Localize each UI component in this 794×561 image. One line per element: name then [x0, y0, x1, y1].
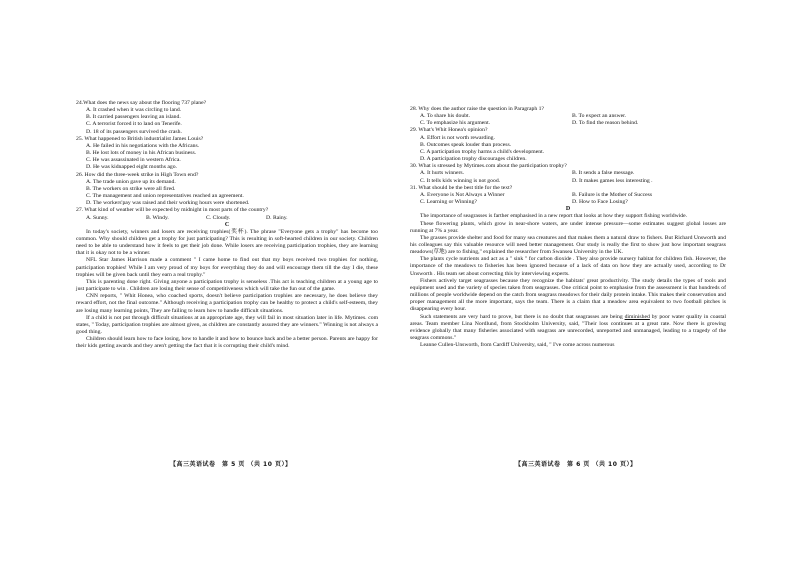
paragraph: Leanne Cullen-Unsworth, from Cardiff University, said, " I've come across numerous [420, 342, 615, 349]
right-column [410, 106, 726, 349]
question-stem: 31. What should be the best title for the text? [410, 184, 513, 191]
underlined-word: diminished [624, 313, 650, 320]
option-a: A. Everyone is Not Always a Winner [420, 191, 505, 198]
question-25 [76, 136, 378, 172]
option-c: C. A terrorist forced it to land on Tenerife. [86, 121, 182, 128]
option-a: A. It hurts winners. [420, 170, 465, 177]
option-b: B. Outcomes speak louder than process. [420, 141, 512, 148]
option-b: B. To expect an answer. [572, 113, 627, 120]
question-31 [410, 185, 726, 206]
paragraph: If a child is not put through difficult situations at an appropriate age, they will fail in most situation later in life. Mytimes. com states, " Today, participation trophies are almost given, as children are constantly assured they are winners." Winning is not always a good thing. [76, 314, 378, 335]
options-row [420, 178, 726, 185]
option-d: D. To find the reason behind. [572, 120, 639, 127]
left-column [76, 100, 378, 350]
question-28 [410, 106, 726, 127]
paragraph [410, 314, 726, 343]
option-b: B. He lost lots of money in his African business. [86, 150, 197, 157]
paragraph: CNN reports, " Whit Honea, who coached sports, doesn't believe participation trophies are necessary, he does believe they reward effort, not the final outcome." Although receiving a participation trophy can be healthy to protect a child's self-esteem, they are losing many learning points, They are failing to learn how to handle difficult situations. [76, 293, 378, 314]
section-heading-d: D [565, 206, 571, 213]
question-stem: 27. What kind of weather will be expected by midnight in most parts of the country? [76, 207, 269, 214]
paragraph: This is parenting done right. Giving anyone a participation trophy is senseless .This act is teaching children at a young age to just participate to win . Children are losing their sense of competitiveness which will take the fun out of the game. [76, 278, 378, 293]
option-a: A. He failed in his negotiations with the Africans. [86, 142, 200, 149]
page-footer-left: 【高三英语试卷 第 5 页 （共 10 页）】 [170, 461, 292, 468]
option-d: D. It makes games less interesting . [572, 177, 653, 184]
paragraph: Fishers actively target seagrasses because they recognize the habitats' great productivity. The study details the types of tools and equipment used and the variety of species taken from seagrasses. One critical point to emphasise from the assessment is that hundreds of millions of people worldwide depend on the catch from seagrass meadows for their daily protein intake. This makes their conservation and proper management all the more important, says the team. There is a claim that a meadow area equivalent to two football pitches is disappearing every hour. [410, 277, 726, 313]
paragraph: In today's society, winners and losers are receiving trophies(奖杯). The phrase "Everyone gets a trophy" has become too common. Why should children get a trophy for just participating? This is resulting in soft-hearted children in our society. Children need to be able to understand how it feels to get their job done. While losers are receiving participation trophies, they are learning that it is okay not to be a winner. [76, 228, 378, 257]
option-c: C. He was assassinated in western Africa. [86, 157, 181, 164]
question-29 [410, 127, 726, 163]
question-stem: 25. What happened to British industrialist James Louis? [76, 135, 204, 142]
question-stem: 30. What is stressed by Mytimes.com about the participation trophy? [410, 163, 567, 170]
page-footer-right: 【高三英语试卷 第 6 页 （共 10 页）】 [515, 461, 637, 468]
option-b: B. Windy. [146, 214, 169, 221]
question-26 [76, 172, 378, 208]
question-stem: 24.What does the news say about the flooring 737 plane? [76, 100, 207, 106]
question-stem: 29. What's Whit Honea's opinion? [410, 127, 488, 134]
option-c: C. A participation trophy harms a child's development. [420, 148, 545, 155]
option-b: B. It carried passengers leaving an island. [86, 114, 181, 121]
paragraph: The importance of seagrasses is farther emphasised in a new report that looks at how they support fishing worldwide. [420, 213, 688, 220]
options-row [420, 199, 726, 206]
option-d: D. Rainy. [266, 214, 288, 221]
question-stem: 28. Why does the author raise the question in Paragraph 1? [410, 106, 544, 112]
paragraph: NFL Star James Harrison made a comment " I came home to find out that my boys received two trophies for nothing, participation trophies! While I am very proud of my boys for everything they do and will encourage them till the day I die, these trophies will be given back until they earn a real trophy." [76, 257, 378, 278]
question-27 [76, 207, 378, 221]
option-b: B. Failure is the Mother of Success [572, 191, 653, 198]
option-c: C. Cloudy. [206, 214, 231, 221]
option-b: B. The workers on strike were all fired. [86, 185, 176, 192]
option-a: A. Effort is not worth rewarding. [420, 134, 495, 141]
question-stem: 26. How did the three-week strike in High Town end? [76, 171, 199, 178]
paragraph: These flowering plants, which grow in near-shore waters, are under intense pressure—some estimates suggest global losses are running at 7% a year. [410, 220, 726, 234]
options-row [86, 215, 378, 222]
option-a: A. To share his doubt. [420, 113, 471, 120]
options-row [420, 170, 726, 177]
paragraph-text: Such statements are very hard to prove, but there is no doubt that seagrasses are being [420, 313, 625, 320]
option-a: A. The trade union gave up its demand. [86, 178, 176, 185]
option-a: A. It crashed when it was circling to land. [86, 107, 182, 114]
option-b: B. It sends a false message. [572, 170, 635, 177]
option-c: C. Learning or Winning? [420, 199, 477, 206]
option-d: D. How to Face Losing? [572, 199, 628, 206]
option-d: D. The workers'pay was raised and their working hours were shortened. [86, 200, 250, 207]
option-a: A. Sunny. [86, 214, 109, 221]
section-heading-c: C [224, 221, 230, 228]
option-d: D. 18 of its passengers survived the crash. [86, 128, 182, 135]
question-24 [76, 100, 378, 136]
question-30 [410, 163, 726, 184]
option-c: C. To emphasize his argument. [420, 120, 491, 127]
option-d: D. He was kidnapped eight months ago. [86, 164, 177, 171]
paragraph: The plants cycle nutrients and act as a " sink " for carbon dioxide . They also provide nursery habitat for children fish. However, the importance of the meadows to fisheries has been ignored because of a lack of data on how they are actually used, according to Dr Unsworth . His team set about correcting this by interviewing experts. [410, 256, 726, 277]
options-row [420, 192, 726, 199]
paragraph: The grasses provide shelter and food for many sea creatures and that makes them a natural draw to fishers. But Richard Unsworth and his colleagues say this valuable resource will need better management. Our study is really the first to show just how important seagrass meadows(草地) are to fishing," explained the researcher from Swansea University in the UK. [410, 234, 726, 256]
option-c: C. It tells kids winning is not good. [420, 177, 501, 184]
option-c: C. The management and union representatives reached an agreement. [86, 193, 244, 200]
option-d: D. A participation trophy discourages children. [420, 156, 527, 163]
paragraph: Children should learn how to face losing, how to handle it and how to bounce back and be a better person. Parents are happy for their kids getting awards and they aren't getting the fact that it is corrupting their child's mind. [76, 336, 378, 350]
paragraph-text: by poor water quality in coastal areas. Team member Lina Nordlund, from Stockholm University, said, "Their loss continues at a great rate. Now there is growing evidence globally that many fisheries associated with seagrass are unrecorded, unreported and unmanaged, leading to a tragedy of the seagrass commons." [410, 313, 726, 341]
options-row [420, 120, 726, 127]
